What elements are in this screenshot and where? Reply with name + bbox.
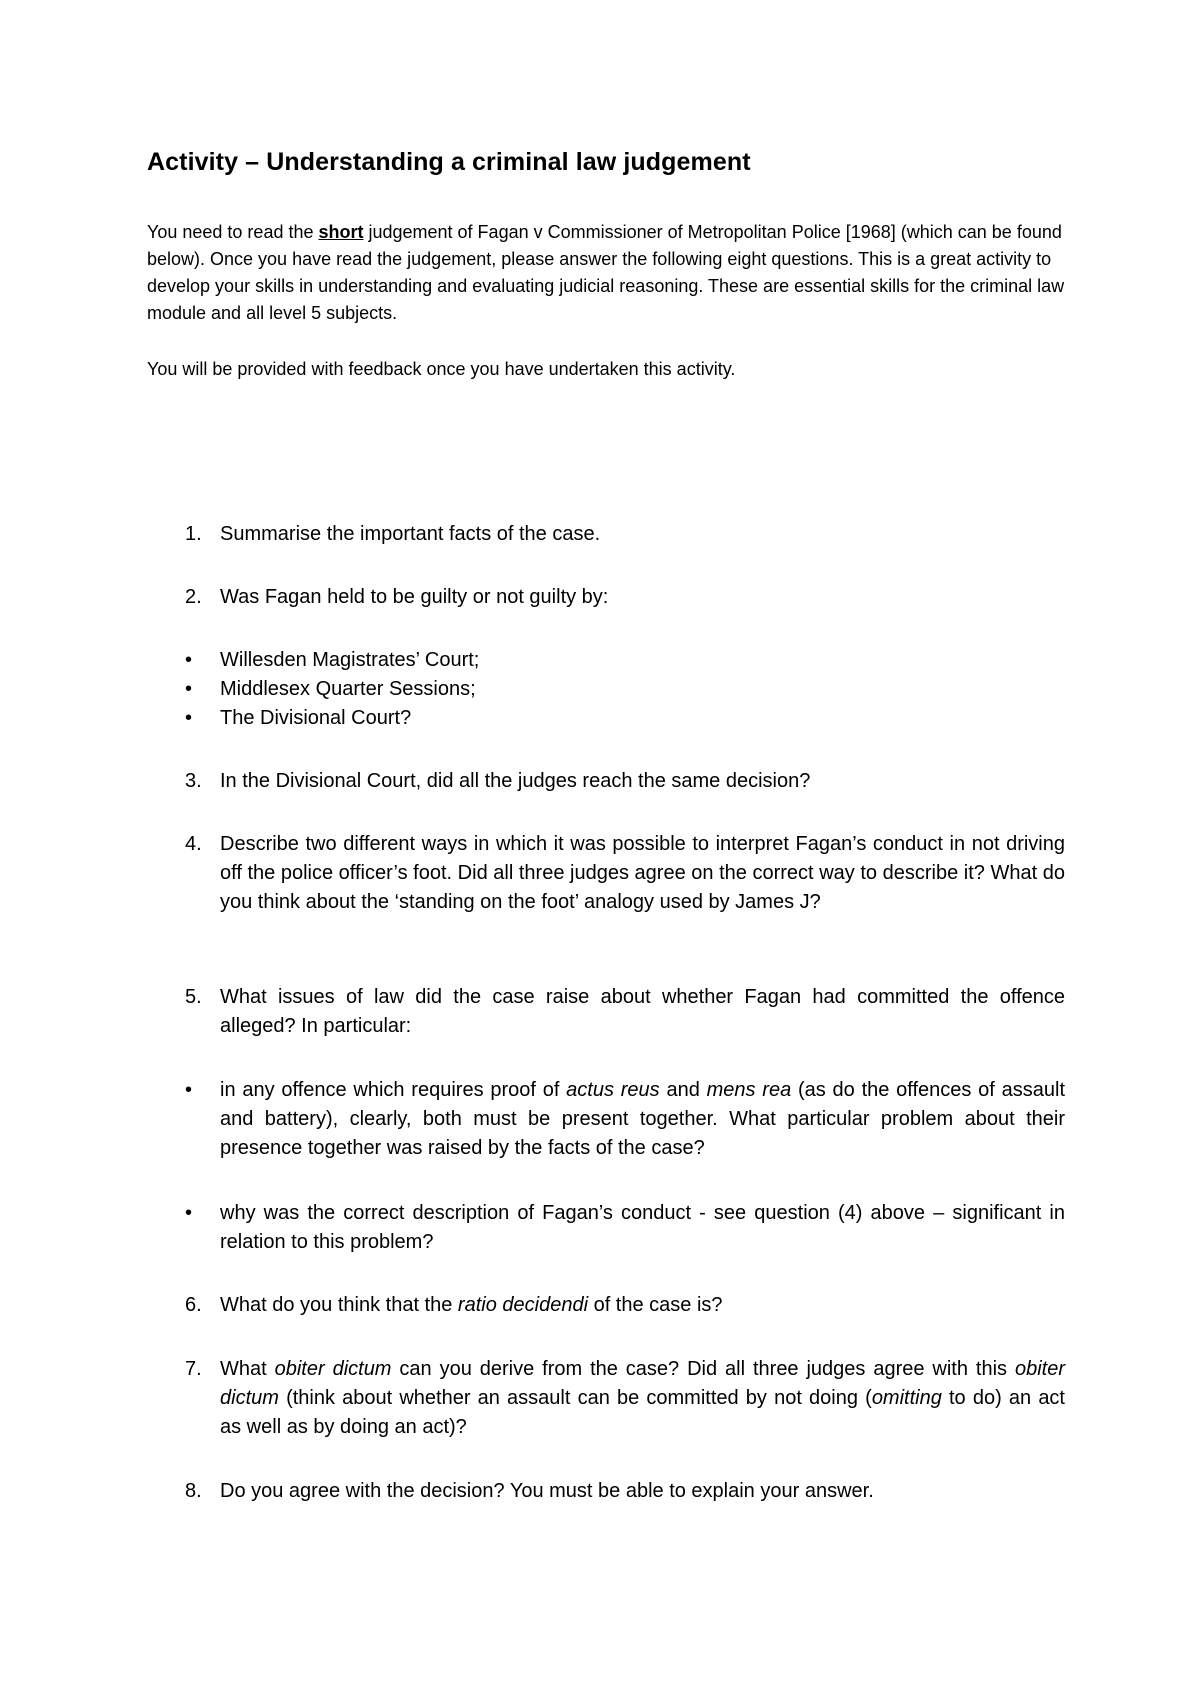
question-number: 3.: [185, 770, 202, 792]
question-number: 2.: [185, 586, 202, 608]
intro-text-end: judgement of Fagan v Commissioner of Metropolitan Police [1968] (which can be found below). Once you have read the judgement, please answer the following eight questions. This is a great activity to develop your skills in understanding and evaluating judicial reasoning. These are essential skills for the criminal law module and all level 5 subjects.: [147, 222, 1065, 323]
bullet-icon: •: [185, 678, 193, 700]
question-2: [185, 583, 1065, 612]
list-item: [185, 1076, 1065, 1163]
bullet-text: Willesden Magistrates’ Court;: [220, 649, 480, 671]
bullet-icon: •: [185, 1079, 193, 1101]
question-1: [185, 520, 1065, 549]
question-number: 1.: [185, 523, 202, 545]
question-number: 5.: [185, 986, 202, 1008]
question-number: 6.: [185, 1294, 202, 1316]
bullet-icon: •: [185, 649, 193, 671]
feedback-note: You will be provided with feedback once you have undertaken this activity.: [147, 359, 736, 379]
term-actus-reus: actus reus: [566, 1079, 660, 1101]
question-text: What issues of law did the case raise about whether Fagan had committed the offence alleged? In particular:: [220, 986, 1065, 1037]
question-number: 7.: [185, 1358, 202, 1380]
list-item: [185, 646, 1065, 675]
question-text: [220, 1355, 1065, 1442]
text-run: to do) an act as well as by doing an act)?: [220, 1387, 1065, 1438]
question-text: Describe two different ways in which it was possible to interpret Fagan’s conduct in not driving off the police officer’s foot. Did all three judges agree on the correct way to describe it? What do you think about the ‘standing on the foot’ analogy used by James J?: [220, 833, 1065, 913]
bullet-icon: •: [185, 1202, 193, 1224]
term-mens-rea: mens rea: [706, 1079, 792, 1101]
question-5: [185, 983, 1065, 1041]
text-run: (think about whether an assault can be committed by not doing (: [278, 1387, 872, 1409]
bullet-text: why was the correct description of Fagan’s conduct - see question (4) above – significant in relation to this problem?: [220, 1202, 1065, 1253]
bullet-text: [220, 1076, 1065, 1163]
question-text: Was Fagan held to be guilty or not guilty by:: [220, 586, 609, 608]
text-run: in any offence which requires proof of: [220, 1079, 567, 1101]
text-run: and: [659, 1079, 707, 1101]
list-item: [185, 675, 1065, 704]
term-obiter-dictum: obiter dictum: [220, 1358, 1065, 1409]
intro-short-emphasis: short: [318, 222, 364, 242]
intro-text-start: You need to read the: [147, 222, 319, 242]
text-run: can you derive from the case? Did all three judges agree with this: [391, 1358, 1015, 1380]
question-text: Summarise the important facts of the case.: [220, 523, 601, 545]
question-8: [185, 1477, 1065, 1506]
term-omitting: omitting: [871, 1387, 942, 1409]
bullet-text: The Divisional Court?: [220, 707, 412, 729]
intro-paragraph: [147, 219, 1067, 327]
text-run: of the case is?: [588, 1294, 723, 1316]
question-7: [185, 1355, 1065, 1442]
question-4: [185, 830, 1065, 917]
question-3: [185, 767, 1065, 796]
question-number: 8.: [185, 1480, 202, 1502]
list-item: [185, 1199, 1065, 1257]
bullet-text: Middlesex Quarter Sessions;: [220, 678, 476, 700]
list-item: [185, 704, 1065, 733]
term-obiter-dictum: obiter dictum: [274, 1358, 392, 1380]
term-ratio-decidendi: ratio decidendi: [457, 1294, 589, 1316]
page-title: Activity – Understanding a criminal law judgement: [147, 148, 751, 176]
question-number: 4.: [185, 833, 202, 855]
bullet-icon: •: [185, 707, 193, 729]
question-6: [185, 1291, 1065, 1320]
question-text: In the Divisional Court, did all the judges reach the same decision?: [220, 770, 811, 792]
text-run: What do you think that the: [220, 1294, 458, 1316]
question-text: Do you agree with the decision? You must be able to explain your answer.: [220, 1480, 874, 1502]
text-run: (as do the offences of assault and battery), clearly, both must be present together. What particular problem about their presence together was raised by the facts of the case?: [220, 1079, 1066, 1159]
question-text: [220, 1291, 1065, 1320]
text-run: What: [220, 1358, 275, 1380]
